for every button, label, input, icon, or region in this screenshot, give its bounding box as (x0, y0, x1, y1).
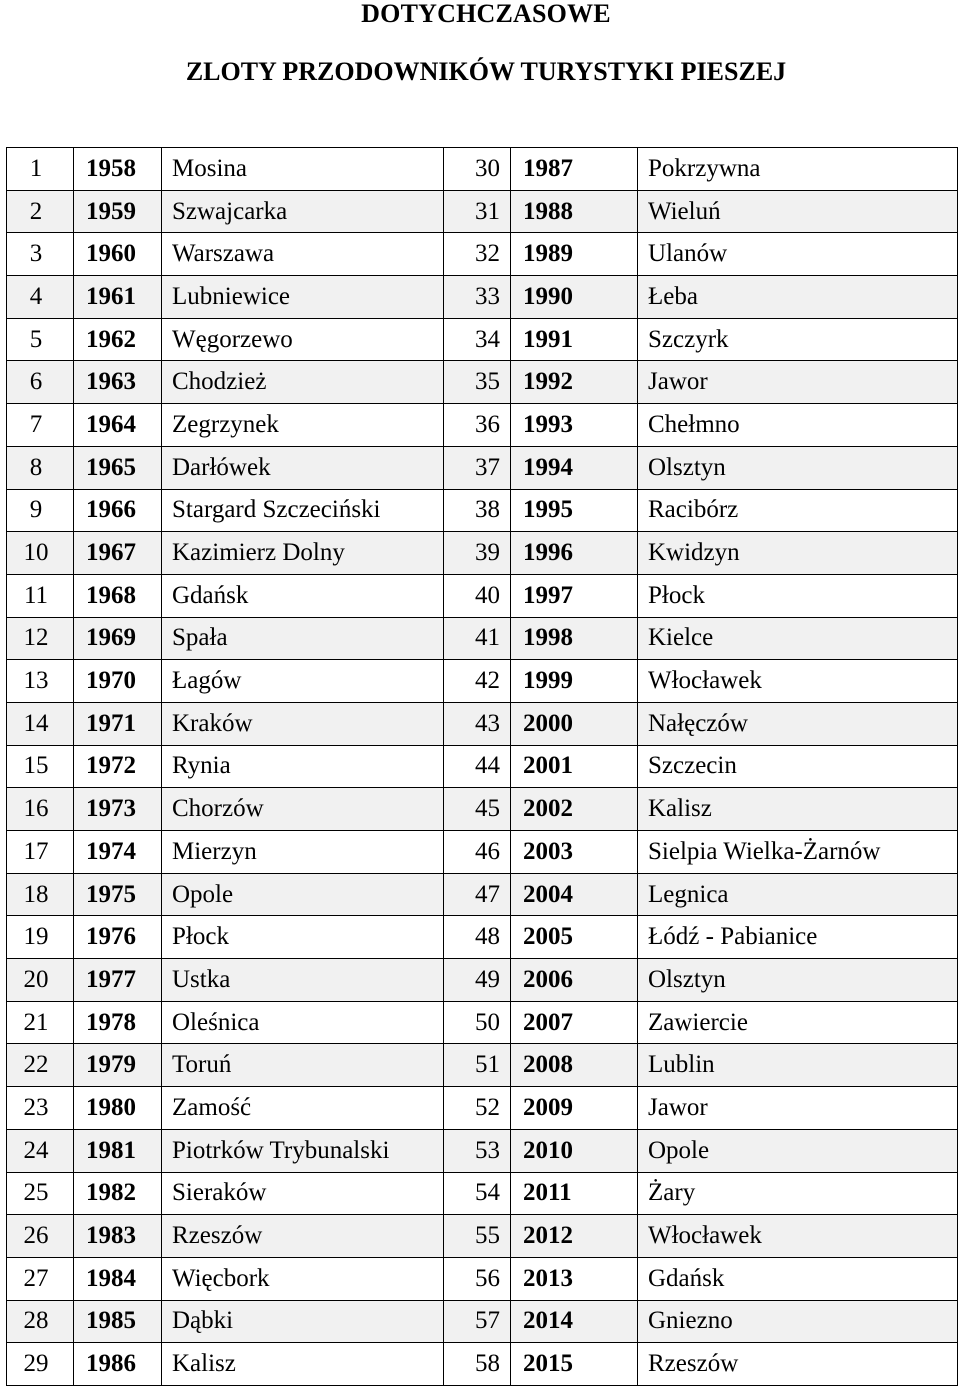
rally-number-cell: 55 (444, 1215, 511, 1258)
rally-year-cell: 1965 (74, 446, 162, 489)
rally-number-cell: 26 (7, 1215, 74, 1258)
rally-number-cell: 33 (444, 276, 511, 319)
rally-number-cell: 23 (7, 1087, 74, 1130)
rally-year-cell: 2006 (511, 959, 638, 1002)
table-row (7, 318, 958, 361)
table-row (7, 1215, 958, 1258)
rally-place-cell: Zawiercie (638, 1001, 958, 1044)
rally-number-cell: 30 (444, 148, 511, 191)
rally-number-cell: 52 (444, 1087, 511, 1130)
rally-year-cell: 1999 (511, 660, 638, 703)
rally-year-cell: 1996 (511, 532, 638, 575)
rally-place-cell: Sielpia Wielka-Żarnów (638, 831, 958, 874)
rally-place-cell: Łeba (638, 276, 958, 319)
rally-year-cell: 1976 (74, 916, 162, 959)
rally-year-cell: 2002 (511, 788, 638, 831)
rally-year-cell: 1981 (74, 1129, 162, 1172)
rally-year-cell: 2014 (511, 1300, 638, 1343)
rally-number-cell: 49 (444, 959, 511, 1002)
rally-place-cell: Kalisz (162, 1343, 444, 1386)
rally-place-cell: Lublin (638, 1044, 958, 1087)
rally-year-cell: 1972 (74, 745, 162, 788)
rally-number-cell: 36 (444, 404, 511, 447)
rally-year-cell: 1986 (74, 1343, 162, 1386)
rally-number-cell: 11 (7, 574, 74, 617)
rally-year-cell: 2011 (511, 1172, 638, 1215)
rally-number-cell: 19 (7, 916, 74, 959)
rally-year-cell: 1975 (74, 873, 162, 916)
rally-year-cell: 1979 (74, 1044, 162, 1087)
rally-number-cell: 34 (444, 318, 511, 361)
rally-place-cell: Rzeszów (162, 1215, 444, 1258)
rally-place-cell: Stargard Szczeciński (162, 489, 444, 532)
rally-year-cell: 1970 (74, 660, 162, 703)
rally-place-cell: Darłówek (162, 446, 444, 489)
rally-number-cell: 13 (7, 660, 74, 703)
rally-year-cell: 1964 (74, 404, 162, 447)
table-row (7, 446, 958, 489)
rally-number-cell: 32 (444, 233, 511, 276)
rally-year-cell: 1995 (511, 489, 638, 532)
rally-year-cell: 1982 (74, 1172, 162, 1215)
rallies-table (6, 147, 958, 1386)
rally-place-cell: Szczyrk (638, 318, 958, 361)
rally-number-cell: 46 (444, 831, 511, 874)
rally-number-cell: 2 (7, 190, 74, 233)
rally-place-cell: Włocławek (638, 660, 958, 703)
document-subtitle: ZLOTY PRZODOWNIKÓW TURYSTYKI PIESZEJ (185, 57, 787, 86)
rally-place-cell: Kalisz (638, 788, 958, 831)
rally-year-cell: 1974 (74, 831, 162, 874)
rally-year-cell: 1963 (74, 361, 162, 404)
rally-number-cell: 1 (7, 148, 74, 191)
rally-year-cell: 1967 (74, 532, 162, 575)
rally-place-cell: Węgorzewo (162, 318, 444, 361)
rally-place-cell: Chodzież (162, 361, 444, 404)
rally-year-cell: 1987 (511, 148, 638, 191)
table-row (7, 702, 958, 745)
table-row (7, 190, 958, 233)
table-row (7, 1001, 958, 1044)
table-row (7, 617, 958, 660)
rally-year-cell: 1990 (511, 276, 638, 319)
rally-number-cell: 51 (444, 1044, 511, 1087)
table-row (7, 361, 958, 404)
rally-year-cell: 1961 (74, 276, 162, 319)
rally-number-cell: 56 (444, 1257, 511, 1300)
rally-number-cell: 40 (444, 574, 511, 617)
rally-year-cell: 1968 (74, 574, 162, 617)
rally-place-cell: Płock (162, 916, 444, 959)
rallies-table-body (7, 148, 958, 1386)
rally-number-cell: 31 (444, 190, 511, 233)
rally-number-cell: 39 (444, 532, 511, 575)
rally-place-cell: Szwajcarka (162, 190, 444, 233)
rally-year-cell: 1969 (74, 617, 162, 660)
rally-number-cell: 20 (7, 959, 74, 1002)
rally-year-cell: 1973 (74, 788, 162, 831)
rally-year-cell: 1959 (74, 190, 162, 233)
rally-place-cell: Opole (638, 1129, 958, 1172)
rally-number-cell: 28 (7, 1300, 74, 1343)
rally-place-cell: Kielce (638, 617, 958, 660)
rally-number-cell: 9 (7, 489, 74, 532)
rally-place-cell: Ustka (162, 959, 444, 1002)
rally-place-cell: Rzeszów (638, 1343, 958, 1386)
rally-place-cell: Ulanów (638, 233, 958, 276)
rally-number-cell: 41 (444, 617, 511, 660)
table-row (7, 404, 958, 447)
rally-year-cell: 1977 (74, 959, 162, 1002)
rally-place-cell: Łódź - Pabianice (638, 916, 958, 959)
rally-year-cell: 1997 (511, 574, 638, 617)
rally-place-cell: Łagów (162, 660, 444, 703)
table-row (7, 831, 958, 874)
rally-year-cell: 1992 (511, 361, 638, 404)
rally-year-cell: 2012 (511, 1215, 638, 1258)
rally-year-cell: 2015 (511, 1343, 638, 1386)
rally-year-cell: 1998 (511, 617, 638, 660)
rally-place-cell: Toruń (162, 1044, 444, 1087)
rally-number-cell: 44 (444, 745, 511, 788)
rally-place-cell: Chełmno (638, 404, 958, 447)
rally-year-cell: 1983 (74, 1215, 162, 1258)
table-row (7, 788, 958, 831)
rally-place-cell: Oleśnica (162, 1001, 444, 1044)
table-row (7, 276, 958, 319)
table-row (7, 489, 958, 532)
table-row (7, 959, 958, 1002)
table-row (7, 1300, 958, 1343)
rally-year-cell: 1991 (511, 318, 638, 361)
rally-number-cell: 12 (7, 617, 74, 660)
rally-number-cell: 5 (7, 318, 74, 361)
rally-number-cell: 47 (444, 873, 511, 916)
rally-year-cell: 1985 (74, 1300, 162, 1343)
rally-number-cell: 10 (7, 532, 74, 575)
rally-place-cell: Kwidzyn (638, 532, 958, 575)
rally-number-cell: 21 (7, 1001, 74, 1044)
rally-year-cell: 1966 (74, 489, 162, 532)
rally-year-cell: 2009 (511, 1087, 638, 1130)
rally-year-cell: 2010 (511, 1129, 638, 1172)
rally-number-cell: 16 (7, 788, 74, 831)
rally-number-cell: 37 (444, 446, 511, 489)
rally-number-cell: 14 (7, 702, 74, 745)
rally-place-cell: Wieluń (638, 190, 958, 233)
rally-place-cell: Kazimierz Dolny (162, 532, 444, 575)
rally-place-cell: Nałęczów (638, 702, 958, 745)
rally-place-cell: Mierzyn (162, 831, 444, 874)
rally-number-cell: 25 (7, 1172, 74, 1215)
rally-number-cell: 57 (444, 1300, 511, 1343)
rally-place-cell: Chorzów (162, 788, 444, 831)
rally-number-cell: 8 (7, 446, 74, 489)
rally-year-cell: 2003 (511, 831, 638, 874)
rally-year-cell: 1980 (74, 1087, 162, 1130)
rally-place-cell: Mosina (162, 148, 444, 191)
rally-place-cell: Pokrzywna (638, 148, 958, 191)
rally-year-cell: 2000 (511, 702, 638, 745)
table-row (7, 916, 958, 959)
rally-year-cell: 1962 (74, 318, 162, 361)
rally-number-cell: 29 (7, 1343, 74, 1386)
rally-place-cell: Spała (162, 617, 444, 660)
table-row (7, 745, 958, 788)
table-row (7, 1044, 958, 1087)
rally-place-cell: Dąbki (162, 1300, 444, 1343)
rally-place-cell: Szczecin (638, 745, 958, 788)
rally-year-cell: 1978 (74, 1001, 162, 1044)
rally-place-cell: Włocławek (638, 1215, 958, 1258)
rally-place-cell: Gdańsk (638, 1257, 958, 1300)
rally-year-cell: 1989 (511, 233, 638, 276)
rally-number-cell: 35 (444, 361, 511, 404)
rally-year-cell: 1984 (74, 1257, 162, 1300)
rally-number-cell: 4 (7, 276, 74, 319)
document-title: DOTYCHCZASOWE (361, 0, 611, 28)
rally-place-cell: Olsztyn (638, 446, 958, 489)
rally-year-cell: 2007 (511, 1001, 638, 1044)
rally-number-cell: 50 (444, 1001, 511, 1044)
rally-number-cell: 7 (7, 404, 74, 447)
rally-number-cell: 3 (7, 233, 74, 276)
rally-place-cell: Jawor (638, 1087, 958, 1130)
rally-place-cell: Racibórz (638, 489, 958, 532)
rally-number-cell: 42 (444, 660, 511, 703)
rally-number-cell: 18 (7, 873, 74, 916)
rally-number-cell: 6 (7, 361, 74, 404)
rally-number-cell: 17 (7, 831, 74, 874)
rally-year-cell: 1993 (511, 404, 638, 447)
rally-number-cell: 45 (444, 788, 511, 831)
rally-year-cell: 1994 (511, 446, 638, 489)
rally-year-cell: 2004 (511, 873, 638, 916)
rally-year-cell: 1960 (74, 233, 162, 276)
rally-place-cell: Warszawa (162, 233, 444, 276)
rally-place-cell: Płock (638, 574, 958, 617)
rally-year-cell: 2008 (511, 1044, 638, 1087)
rally-place-cell: Jawor (638, 361, 958, 404)
rally-place-cell: Żary (638, 1172, 958, 1215)
rally-place-cell: Opole (162, 873, 444, 916)
rally-place-cell: Zegrzynek (162, 404, 444, 447)
table-row (7, 1257, 958, 1300)
rally-year-cell: 2001 (511, 745, 638, 788)
rally-year-cell: 1958 (74, 148, 162, 191)
table-row (7, 1129, 958, 1172)
rally-place-cell: Gniezno (638, 1300, 958, 1343)
rally-place-cell: Olsztyn (638, 959, 958, 1002)
rally-place-cell: Gdańsk (162, 574, 444, 617)
rally-number-cell: 54 (444, 1172, 511, 1215)
rally-number-cell: 38 (444, 489, 511, 532)
rally-place-cell: Rynia (162, 745, 444, 788)
rally-number-cell: 53 (444, 1129, 511, 1172)
rally-number-cell: 15 (7, 745, 74, 788)
rally-number-cell: 27 (7, 1257, 74, 1300)
rally-year-cell: 1971 (74, 702, 162, 745)
rally-place-cell: Więcbork (162, 1257, 444, 1300)
rally-year-cell: 2005 (511, 916, 638, 959)
rally-number-cell: 58 (444, 1343, 511, 1386)
table-row (7, 574, 958, 617)
rally-place-cell: Kraków (162, 702, 444, 745)
rally-place-cell: Lubniewice (162, 276, 444, 319)
table-row (7, 1087, 958, 1130)
rally-number-cell: 24 (7, 1129, 74, 1172)
table-row (7, 148, 958, 191)
rally-place-cell: Sieraków (162, 1172, 444, 1215)
table-row (7, 1172, 958, 1215)
table-row (7, 873, 958, 916)
rally-place-cell: Legnica (638, 873, 958, 916)
rally-place-cell: Piotrków Trybunalski (162, 1129, 444, 1172)
table-row (7, 532, 958, 575)
table-row (7, 1343, 958, 1386)
rally-number-cell: 48 (444, 916, 511, 959)
rally-place-cell: Zamość (162, 1087, 444, 1130)
rally-number-cell: 43 (444, 702, 511, 745)
rally-year-cell: 2013 (511, 1257, 638, 1300)
rally-year-cell: 1988 (511, 190, 638, 233)
table-row (7, 233, 958, 276)
table-row (7, 660, 958, 703)
rally-number-cell: 22 (7, 1044, 74, 1087)
